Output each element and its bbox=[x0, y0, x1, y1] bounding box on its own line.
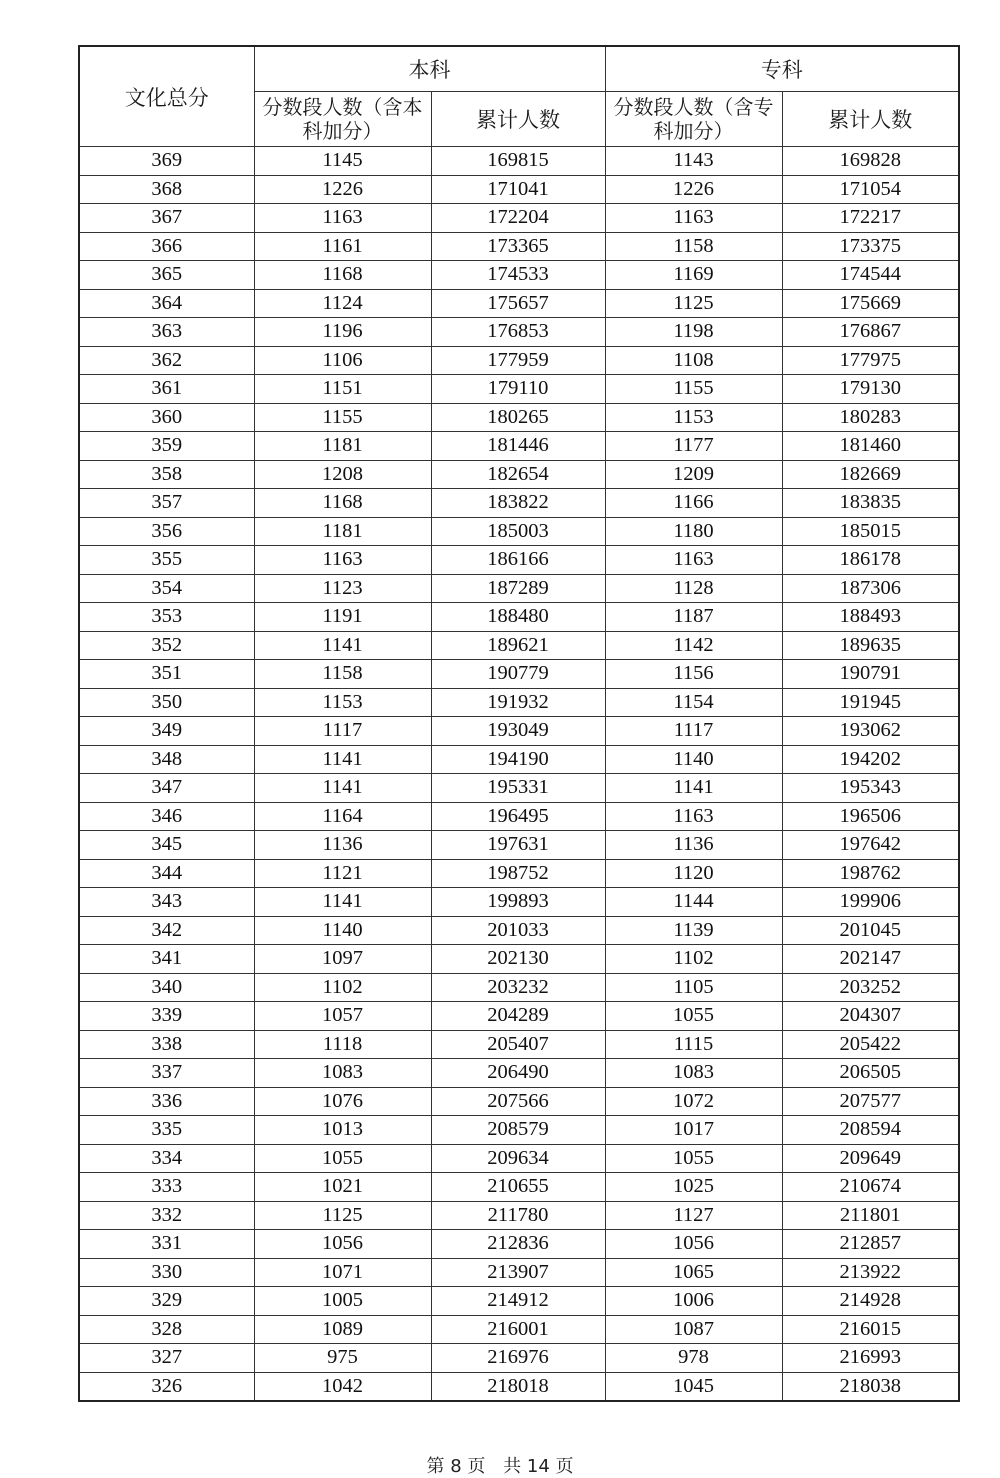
cell-junior-college-cumulative: 194202 bbox=[782, 745, 959, 774]
cell-undergraduate-count: 1164 bbox=[254, 802, 431, 831]
table-row bbox=[79, 1230, 959, 1259]
cell-junior-college-count: 1141 bbox=[605, 774, 782, 803]
cell-junior-college-cumulative: 197642 bbox=[782, 831, 959, 860]
cell-junior-college-cumulative: 195343 bbox=[782, 774, 959, 803]
table-row bbox=[79, 774, 959, 803]
cell-junior-college-cumulative: 182669 bbox=[782, 460, 959, 489]
cell-junior-college-count: 1153 bbox=[605, 403, 782, 432]
table-row bbox=[79, 289, 959, 318]
cell-junior-college-cumulative: 181460 bbox=[782, 432, 959, 461]
cell-undergraduate-cumulative: 181446 bbox=[431, 432, 605, 461]
header-undergraduate-cumulative: 累计人数 bbox=[431, 92, 605, 147]
cell-undergraduate-count: 1163 bbox=[254, 546, 431, 575]
cell-score: 342 bbox=[79, 916, 254, 945]
table-row bbox=[79, 1258, 959, 1287]
cell-junior-college-count: 1156 bbox=[605, 660, 782, 689]
header-undergraduate-count: 分数段人数（含本科加分） bbox=[254, 92, 431, 147]
cell-score: 328 bbox=[79, 1315, 254, 1344]
table-row bbox=[79, 859, 959, 888]
cell-undergraduate-cumulative: 216976 bbox=[431, 1344, 605, 1373]
cell-undergraduate-count: 1124 bbox=[254, 289, 431, 318]
cell-junior-college-cumulative: 173375 bbox=[782, 232, 959, 261]
cell-undergraduate-cumulative: 201033 bbox=[431, 916, 605, 945]
cell-undergraduate-cumulative: 214912 bbox=[431, 1287, 605, 1316]
cell-score: 352 bbox=[79, 631, 254, 660]
table-row bbox=[79, 717, 959, 746]
table-row bbox=[79, 346, 959, 375]
cell-junior-college-count: 1154 bbox=[605, 688, 782, 717]
cell-junior-college-count: 1055 bbox=[605, 1002, 782, 1031]
cell-undergraduate-count: 1181 bbox=[254, 432, 431, 461]
cell-score: 326 bbox=[79, 1372, 254, 1401]
table-row bbox=[79, 574, 959, 603]
cell-undergraduate-cumulative: 169815 bbox=[431, 147, 605, 176]
cell-junior-college-count: 1120 bbox=[605, 859, 782, 888]
cell-undergraduate-cumulative: 172204 bbox=[431, 204, 605, 233]
cell-undergraduate-count: 1181 bbox=[254, 517, 431, 546]
cell-junior-college-cumulative: 196506 bbox=[782, 802, 959, 831]
cell-undergraduate-count: 1005 bbox=[254, 1287, 431, 1316]
cell-junior-college-count: 1017 bbox=[605, 1116, 782, 1145]
table-row bbox=[79, 261, 959, 290]
cell-junior-college-cumulative: 211801 bbox=[782, 1201, 959, 1230]
table-row bbox=[79, 432, 959, 461]
cell-undergraduate-count: 1042 bbox=[254, 1372, 431, 1401]
cell-junior-college-cumulative: 171054 bbox=[782, 175, 959, 204]
cell-junior-college-count: 978 bbox=[605, 1344, 782, 1373]
cell-score: 368 bbox=[79, 175, 254, 204]
cell-score: 345 bbox=[79, 831, 254, 860]
cell-score: 336 bbox=[79, 1087, 254, 1116]
cell-junior-college-count: 1125 bbox=[605, 289, 782, 318]
cell-junior-college-count: 1127 bbox=[605, 1201, 782, 1230]
cell-undergraduate-cumulative: 190779 bbox=[431, 660, 605, 689]
cell-undergraduate-cumulative: 197631 bbox=[431, 831, 605, 860]
table-row bbox=[79, 232, 959, 261]
table-row bbox=[79, 318, 959, 347]
cell-junior-college-cumulative: 186178 bbox=[782, 546, 959, 575]
cell-score: 357 bbox=[79, 489, 254, 518]
cell-junior-college-count: 1139 bbox=[605, 916, 782, 945]
cell-junior-college-count: 1158 bbox=[605, 232, 782, 261]
cell-score: 330 bbox=[79, 1258, 254, 1287]
cell-undergraduate-cumulative: 189621 bbox=[431, 631, 605, 660]
cell-undergraduate-count: 1106 bbox=[254, 346, 431, 375]
cell-undergraduate-cumulative: 185003 bbox=[431, 517, 605, 546]
cell-undergraduate-count: 1208 bbox=[254, 460, 431, 489]
cell-undergraduate-count: 1097 bbox=[254, 945, 431, 974]
cell-junior-college-count: 1177 bbox=[605, 432, 782, 461]
cell-junior-college-cumulative: 175669 bbox=[782, 289, 959, 318]
table-row bbox=[79, 1315, 959, 1344]
cell-undergraduate-count: 1158 bbox=[254, 660, 431, 689]
cell-score: 360 bbox=[79, 403, 254, 432]
cell-undergraduate-cumulative: 173365 bbox=[431, 232, 605, 261]
cell-junior-college-cumulative: 193062 bbox=[782, 717, 959, 746]
cell-junior-college-count: 1115 bbox=[605, 1030, 782, 1059]
table-row bbox=[79, 802, 959, 831]
page-total: 共 14 页 bbox=[503, 1456, 574, 1477]
cell-junior-college-cumulative: 216993 bbox=[782, 1344, 959, 1373]
table-row bbox=[79, 688, 959, 717]
table-row bbox=[79, 175, 959, 204]
cell-undergraduate-count: 1168 bbox=[254, 261, 431, 290]
cell-undergraduate-cumulative: 216001 bbox=[431, 1315, 605, 1344]
cell-junior-college-count: 1056 bbox=[605, 1230, 782, 1259]
table-row bbox=[79, 916, 959, 945]
cell-undergraduate-count: 1056 bbox=[254, 1230, 431, 1259]
table-row bbox=[79, 1002, 959, 1031]
cell-score: 348 bbox=[79, 745, 254, 774]
cell-undergraduate-count: 1021 bbox=[254, 1173, 431, 1202]
cell-undergraduate-cumulative: 206490 bbox=[431, 1059, 605, 1088]
cell-score: 337 bbox=[79, 1059, 254, 1088]
cell-score: 349 bbox=[79, 717, 254, 746]
table-row bbox=[79, 489, 959, 518]
score-distribution-table bbox=[78, 45, 960, 1402]
cell-undergraduate-count: 1071 bbox=[254, 1258, 431, 1287]
cell-junior-college-count: 1128 bbox=[605, 574, 782, 603]
cell-undergraduate-cumulative: 180265 bbox=[431, 403, 605, 432]
cell-undergraduate-cumulative: 204289 bbox=[431, 1002, 605, 1031]
cell-undergraduate-cumulative: 211780 bbox=[431, 1201, 605, 1230]
cell-undergraduate-count: 1163 bbox=[254, 204, 431, 233]
cell-score: 343 bbox=[79, 888, 254, 917]
cell-junior-college-count: 1083 bbox=[605, 1059, 782, 1088]
cell-undergraduate-count: 1140 bbox=[254, 916, 431, 945]
cell-junior-college-cumulative: 183835 bbox=[782, 489, 959, 518]
cell-junior-college-count: 1102 bbox=[605, 945, 782, 974]
cell-undergraduate-count: 1118 bbox=[254, 1030, 431, 1059]
cell-junior-college-cumulative: 202147 bbox=[782, 945, 959, 974]
cell-undergraduate-count: 1013 bbox=[254, 1116, 431, 1145]
cell-undergraduate-count: 1136 bbox=[254, 831, 431, 860]
cell-junior-college-count: 1163 bbox=[605, 802, 782, 831]
page-number: 第 8 页 bbox=[426, 1456, 486, 1477]
cell-undergraduate-count: 1102 bbox=[254, 973, 431, 1002]
cell-score: 366 bbox=[79, 232, 254, 261]
cell-undergraduate-cumulative: 182654 bbox=[431, 460, 605, 489]
table-row bbox=[79, 888, 959, 917]
page-footer bbox=[0, 1452, 1000, 1478]
cell-score: 334 bbox=[79, 1144, 254, 1173]
cell-undergraduate-count: 1123 bbox=[254, 574, 431, 603]
cell-junior-college-count: 1105 bbox=[605, 973, 782, 1002]
cell-junior-college-count: 1108 bbox=[605, 346, 782, 375]
cell-junior-college-cumulative: 205422 bbox=[782, 1030, 959, 1059]
table-row bbox=[79, 945, 959, 974]
cell-junior-college-cumulative: 198762 bbox=[782, 859, 959, 888]
cell-junior-college-cumulative: 201045 bbox=[782, 916, 959, 945]
cell-junior-college-cumulative: 187306 bbox=[782, 574, 959, 603]
cell-undergraduate-count: 1196 bbox=[254, 318, 431, 347]
header-group-undergraduate: 本科 bbox=[254, 46, 605, 92]
cell-junior-college-cumulative: 180283 bbox=[782, 403, 959, 432]
cell-junior-college-cumulative: 188493 bbox=[782, 603, 959, 632]
table-row bbox=[79, 517, 959, 546]
cell-score: 339 bbox=[79, 1002, 254, 1031]
cell-junior-college-cumulative: 189635 bbox=[782, 631, 959, 660]
table-row bbox=[79, 631, 959, 660]
header-score: 文化总分 bbox=[79, 46, 254, 147]
cell-junior-college-count: 1163 bbox=[605, 204, 782, 233]
cell-junior-college-cumulative: 216015 bbox=[782, 1315, 959, 1344]
cell-undergraduate-count: 1145 bbox=[254, 147, 431, 176]
cell-undergraduate-count: 975 bbox=[254, 1344, 431, 1373]
cell-junior-college-cumulative: 212857 bbox=[782, 1230, 959, 1259]
cell-junior-college-cumulative: 206505 bbox=[782, 1059, 959, 1088]
cell-score: 333 bbox=[79, 1173, 254, 1202]
cell-junior-college-count: 1180 bbox=[605, 517, 782, 546]
cell-junior-college-count: 1144 bbox=[605, 888, 782, 917]
cell-junior-college-cumulative: 176867 bbox=[782, 318, 959, 347]
cell-undergraduate-count: 1226 bbox=[254, 175, 431, 204]
cell-junior-college-cumulative: 213922 bbox=[782, 1258, 959, 1287]
table-row bbox=[79, 1372, 959, 1401]
table-row bbox=[79, 1116, 959, 1145]
cell-score: 341 bbox=[79, 945, 254, 974]
cell-junior-college-count: 1163 bbox=[605, 546, 782, 575]
cell-junior-college-cumulative: 174544 bbox=[782, 261, 959, 290]
cell-undergraduate-cumulative: 212836 bbox=[431, 1230, 605, 1259]
cell-score: 340 bbox=[79, 973, 254, 1002]
cell-undergraduate-count: 1151 bbox=[254, 375, 431, 404]
cell-junior-college-count: 1087 bbox=[605, 1315, 782, 1344]
cell-junior-college-cumulative: 172217 bbox=[782, 204, 959, 233]
cell-junior-college-count: 1155 bbox=[605, 375, 782, 404]
cell-undergraduate-cumulative: 208579 bbox=[431, 1116, 605, 1145]
cell-undergraduate-count: 1191 bbox=[254, 603, 431, 632]
cell-junior-college-count: 1065 bbox=[605, 1258, 782, 1287]
cell-junior-college-count: 1006 bbox=[605, 1287, 782, 1316]
cell-score: 350 bbox=[79, 688, 254, 717]
cell-score: 346 bbox=[79, 802, 254, 831]
cell-junior-college-count: 1198 bbox=[605, 318, 782, 347]
table-row bbox=[79, 1287, 959, 1316]
header-group-junior-college: 专科 bbox=[605, 46, 959, 92]
table-row bbox=[79, 147, 959, 176]
cell-undergraduate-count: 1141 bbox=[254, 631, 431, 660]
cell-undergraduate-cumulative: 210655 bbox=[431, 1173, 605, 1202]
table-row bbox=[79, 831, 959, 860]
cell-junior-college-cumulative: 209649 bbox=[782, 1144, 959, 1173]
cell-undergraduate-count: 1153 bbox=[254, 688, 431, 717]
table-row bbox=[79, 745, 959, 774]
cell-undergraduate-cumulative: 218018 bbox=[431, 1372, 605, 1401]
cell-score: 358 bbox=[79, 460, 254, 489]
table-row bbox=[79, 1087, 959, 1116]
cell-undergraduate-cumulative: 176853 bbox=[431, 318, 605, 347]
table-row bbox=[79, 204, 959, 233]
cell-undergraduate-cumulative: 188480 bbox=[431, 603, 605, 632]
cell-score: 365 bbox=[79, 261, 254, 290]
table-row bbox=[79, 546, 959, 575]
cell-junior-college-cumulative: 207577 bbox=[782, 1087, 959, 1116]
table-row bbox=[79, 1344, 959, 1373]
header-junior-college-cumulative: 累计人数 bbox=[782, 92, 959, 147]
cell-score: 327 bbox=[79, 1344, 254, 1373]
cell-undergraduate-count: 1117 bbox=[254, 717, 431, 746]
cell-junior-college-cumulative: 210674 bbox=[782, 1173, 959, 1202]
cell-junior-college-cumulative: 179130 bbox=[782, 375, 959, 404]
cell-junior-college-count: 1143 bbox=[605, 147, 782, 176]
cell-undergraduate-cumulative: 207566 bbox=[431, 1087, 605, 1116]
cell-junior-college-cumulative: 185015 bbox=[782, 517, 959, 546]
cell-undergraduate-cumulative: 175657 bbox=[431, 289, 605, 318]
cell-score: 364 bbox=[79, 289, 254, 318]
cell-junior-college-cumulative: 218038 bbox=[782, 1372, 959, 1401]
cell-undergraduate-count: 1121 bbox=[254, 859, 431, 888]
cell-undergraduate-cumulative: 191932 bbox=[431, 688, 605, 717]
cell-junior-college-count: 1169 bbox=[605, 261, 782, 290]
table-row bbox=[79, 375, 959, 404]
cell-undergraduate-count: 1161 bbox=[254, 232, 431, 261]
cell-junior-college-cumulative: 169828 bbox=[782, 147, 959, 176]
cell-junior-college-count: 1055 bbox=[605, 1144, 782, 1173]
cell-undergraduate-count: 1141 bbox=[254, 888, 431, 917]
table-row bbox=[79, 660, 959, 689]
header-junior-college-count: 分数段人数（含专科加分） bbox=[605, 92, 782, 147]
table-row bbox=[79, 1030, 959, 1059]
cell-junior-college-count: 1136 bbox=[605, 831, 782, 860]
cell-score: 332 bbox=[79, 1201, 254, 1230]
cell-undergraduate-cumulative: 179110 bbox=[431, 375, 605, 404]
cell-undergraduate-count: 1168 bbox=[254, 489, 431, 518]
cell-score: 344 bbox=[79, 859, 254, 888]
cell-undergraduate-cumulative: 174533 bbox=[431, 261, 605, 290]
cell-undergraduate-cumulative: 199893 bbox=[431, 888, 605, 917]
cell-undergraduate-count: 1141 bbox=[254, 774, 431, 803]
cell-undergraduate-cumulative: 171041 bbox=[431, 175, 605, 204]
cell-undergraduate-cumulative: 209634 bbox=[431, 1144, 605, 1173]
cell-undergraduate-count: 1076 bbox=[254, 1087, 431, 1116]
cell-undergraduate-count: 1055 bbox=[254, 1144, 431, 1173]
cell-score: 353 bbox=[79, 603, 254, 632]
cell-score: 356 bbox=[79, 517, 254, 546]
cell-score: 354 bbox=[79, 574, 254, 603]
cell-score: 359 bbox=[79, 432, 254, 461]
cell-undergraduate-cumulative: 198752 bbox=[431, 859, 605, 888]
cell-undergraduate-cumulative: 186166 bbox=[431, 546, 605, 575]
cell-score: 347 bbox=[79, 774, 254, 803]
cell-undergraduate-cumulative: 194190 bbox=[431, 745, 605, 774]
cell-junior-college-count: 1025 bbox=[605, 1173, 782, 1202]
cell-score: 351 bbox=[79, 660, 254, 689]
cell-junior-college-count: 1140 bbox=[605, 745, 782, 774]
cell-junior-college-count: 1166 bbox=[605, 489, 782, 518]
table-row bbox=[79, 1144, 959, 1173]
cell-undergraduate-cumulative: 203232 bbox=[431, 973, 605, 1002]
cell-junior-college-cumulative: 203252 bbox=[782, 973, 959, 1002]
cell-undergraduate-cumulative: 187289 bbox=[431, 574, 605, 603]
table-body bbox=[79, 147, 959, 1402]
cell-undergraduate-count: 1125 bbox=[254, 1201, 431, 1230]
cell-undergraduate-cumulative: 183822 bbox=[431, 489, 605, 518]
cell-junior-college-cumulative: 204307 bbox=[782, 1002, 959, 1031]
cell-undergraduate-count: 1155 bbox=[254, 403, 431, 432]
cell-junior-college-count: 1072 bbox=[605, 1087, 782, 1116]
cell-score: 331 bbox=[79, 1230, 254, 1259]
cell-score: 362 bbox=[79, 346, 254, 375]
cell-undergraduate-cumulative: 205407 bbox=[431, 1030, 605, 1059]
cell-junior-college-cumulative: 177975 bbox=[782, 346, 959, 375]
cell-junior-college-count: 1187 bbox=[605, 603, 782, 632]
cell-junior-college-cumulative: 199906 bbox=[782, 888, 959, 917]
cell-junior-college-count: 1045 bbox=[605, 1372, 782, 1401]
cell-undergraduate-cumulative: 195331 bbox=[431, 774, 605, 803]
cell-junior-college-count: 1226 bbox=[605, 175, 782, 204]
cell-undergraduate-cumulative: 177959 bbox=[431, 346, 605, 375]
cell-score: 329 bbox=[79, 1287, 254, 1316]
cell-undergraduate-cumulative: 202130 bbox=[431, 945, 605, 974]
table-row bbox=[79, 973, 959, 1002]
cell-score: 355 bbox=[79, 546, 254, 575]
cell-junior-college-cumulative: 190791 bbox=[782, 660, 959, 689]
cell-score: 361 bbox=[79, 375, 254, 404]
cell-undergraduate-count: 1141 bbox=[254, 745, 431, 774]
cell-junior-college-count: 1209 bbox=[605, 460, 782, 489]
cell-undergraduate-count: 1089 bbox=[254, 1315, 431, 1344]
cell-score: 335 bbox=[79, 1116, 254, 1145]
cell-junior-college-count: 1142 bbox=[605, 631, 782, 660]
table-row bbox=[79, 1173, 959, 1202]
cell-undergraduate-count: 1057 bbox=[254, 1002, 431, 1031]
cell-score: 363 bbox=[79, 318, 254, 347]
cell-undergraduate-cumulative: 193049 bbox=[431, 717, 605, 746]
table-row bbox=[79, 603, 959, 632]
table-row bbox=[79, 460, 959, 489]
table-row bbox=[79, 1059, 959, 1088]
cell-undergraduate-cumulative: 196495 bbox=[431, 802, 605, 831]
cell-score: 369 bbox=[79, 147, 254, 176]
table-row bbox=[79, 1201, 959, 1230]
cell-undergraduate-count: 1083 bbox=[254, 1059, 431, 1088]
cell-junior-college-cumulative: 191945 bbox=[782, 688, 959, 717]
cell-undergraduate-cumulative: 213907 bbox=[431, 1258, 605, 1287]
cell-junior-college-cumulative: 214928 bbox=[782, 1287, 959, 1316]
cell-junior-college-count: 1117 bbox=[605, 717, 782, 746]
table-row bbox=[79, 403, 959, 432]
cell-score: 367 bbox=[79, 204, 254, 233]
cell-junior-college-cumulative: 208594 bbox=[782, 1116, 959, 1145]
cell-score: 338 bbox=[79, 1030, 254, 1059]
